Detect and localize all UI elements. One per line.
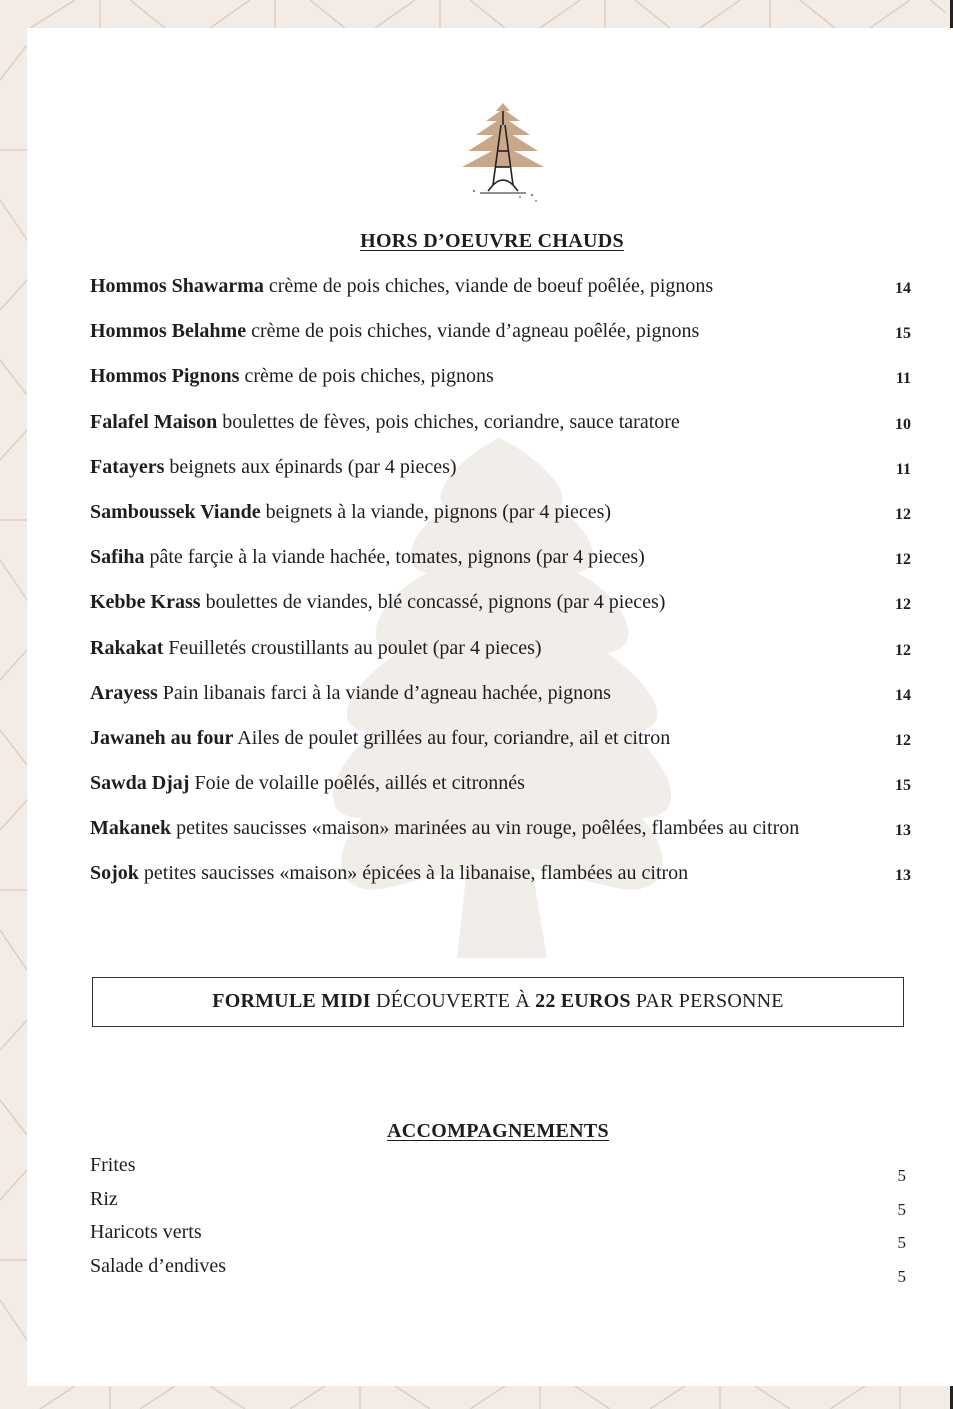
menu-item-text (90, 546, 645, 569)
menu-item-text (90, 817, 799, 840)
menu-item-text (90, 365, 494, 388)
formule-part-1: FORMULE MIDI (212, 990, 371, 1012)
menu-item (90, 501, 916, 546)
menu-item (90, 862, 916, 907)
menu-item-description: beignets aux épinards (par 4 pieces) (169, 455, 457, 478)
menu-item (90, 591, 916, 636)
menu-item (90, 637, 916, 682)
menu-item-description: crème de pois chiches, pignons (244, 365, 494, 388)
menu-item-price: 14 (895, 280, 911, 297)
formule-part-4: PAR PERSONNE (635, 990, 784, 1012)
menu-item-name: Rakakat (90, 636, 164, 659)
menu-item-price: 12 (895, 505, 911, 523)
menu-item-price: 12 (895, 596, 911, 614)
menu-item (90, 772, 916, 817)
menu-item-description: boulettes de viandes, blé concassé, pignons (par 4 pieces) (205, 591, 666, 614)
menu-item-price: 13 (895, 822, 911, 840)
menu-item-price: 11 (895, 370, 911, 388)
menu-item (90, 320, 916, 365)
menu-item-name: Falafel Maison (90, 410, 218, 433)
menu-item-description: Foie de volaille poêlés, aillés et citronnés (194, 772, 525, 795)
side-item (90, 1154, 916, 1188)
menu-item-name: Sojok (90, 862, 139, 885)
menu-item (90, 546, 916, 591)
menu-item-price: 15 (895, 325, 911, 343)
menu-item (90, 365, 916, 410)
menu-page (27, 28, 953, 1386)
sides-list (90, 1154, 916, 1288)
menu-item-price: 11 (895, 460, 911, 478)
side-item (90, 1221, 916, 1255)
menu-item-description: boulettes de fèves, pois chiches, coriandre, sauce taratore (222, 410, 680, 433)
menu-item-description: crème de pois chiches, viande d’agneau poêlée, pignons (251, 320, 700, 343)
formule-part-3: 22 EUROS (535, 990, 631, 1012)
side-item-name: Salade d’endives (90, 1254, 227, 1277)
menu-item-name: Hommos Shawarma (90, 275, 264, 297)
menu-item (90, 411, 916, 456)
menu-item-description: Pain libanais farci à la viande d’agneau hachée, pignons (162, 681, 611, 704)
menu-item-price: 12 (895, 731, 911, 749)
menu-item-description: Ailes de poulet grillées au four, coriandre, ail et citron (237, 726, 671, 749)
menu-item-name: Jawaneh au four (90, 726, 234, 749)
cedar-eiffel-tower-logo (460, 101, 546, 211)
menu-item-description: pâte farçie à la viande hachée, tomates, pignons (par 4 pieces) (149, 546, 645, 569)
menu-item (90, 682, 916, 727)
side-item-price: 5 (897, 1166, 906, 1185)
menu-item (90, 275, 916, 320)
menu-item-name: Kebbe Krass (90, 591, 201, 614)
side-item-price: 5 (897, 1199, 906, 1219)
menu-item-text (90, 637, 542, 660)
menu-item-description: beignets à la viande, pignons (par 4 pieces) (265, 500, 612, 523)
menu-item-text (90, 320, 699, 343)
menu-item-price: 15 (895, 777, 911, 795)
menu-item-text (90, 275, 713, 298)
menu-item-text (90, 411, 680, 434)
menu-item-name: Makanek (90, 817, 172, 840)
side-item (90, 1255, 916, 1289)
menu-item (90, 727, 916, 772)
menu-item-description: petites saucisses «maison» épicées à la libanaise, flambées au citron (143, 862, 689, 885)
menu-item-text (90, 862, 688, 885)
menu-item-name: Samboussek Viande (90, 500, 261, 523)
menu-item-price: 12 (895, 641, 911, 659)
menu-item-name: Arayess (90, 681, 158, 704)
menu-item-price: 10 (895, 415, 911, 433)
formule-part-2: DÉCOUVERTE À (376, 990, 530, 1012)
section-title-accompagnements: ACCOMPAGNEMENTS (387, 1120, 609, 1142)
side-item (90, 1188, 916, 1222)
menu-item-description: crème de pois chiches, viande de boeuf poêlée, pignons (268, 275, 714, 297)
menu-item-name: Hommos Pignons (90, 365, 240, 388)
menu-item (90, 456, 916, 501)
section-title-hors-doeuvre: HORS D’OEUVRE CHAUDS (360, 230, 624, 252)
menu-item-name: Fatayers (90, 455, 165, 478)
menu-item-text (90, 591, 665, 614)
menu-item-text (90, 501, 611, 524)
side-item-name: Riz (90, 1187, 118, 1210)
menu-item (90, 817, 916, 862)
menu-item-price: 12 (895, 551, 911, 569)
menu-item-description: Feuilletés croustillants au poulet (par 4 pieces) (168, 636, 542, 659)
formule-midi-banner (92, 977, 904, 1027)
menu-item-text (90, 682, 611, 705)
side-item-name: Haricots verts (90, 1221, 202, 1244)
menu-item-name: Sawda Djaj (90, 772, 190, 795)
menu-item-price: 14 (895, 686, 911, 704)
menu-item-price: 13 (895, 867, 911, 885)
menu-item-description: petites saucisses «maison» marinées au vin rouge, poêlées, flambées au citron (176, 817, 800, 840)
menu-item-name: Safiha (90, 546, 145, 569)
hot-appetizers-list (90, 275, 916, 908)
side-item-name: Frites (90, 1154, 136, 1176)
side-item-price: 5 (897, 1266, 906, 1286)
menu-item-text (90, 456, 457, 479)
menu-item-text (90, 727, 670, 750)
side-item-price: 5 (897, 1233, 906, 1253)
menu-item-name: Hommos Belahme (90, 320, 247, 343)
menu-item-text (90, 772, 525, 795)
